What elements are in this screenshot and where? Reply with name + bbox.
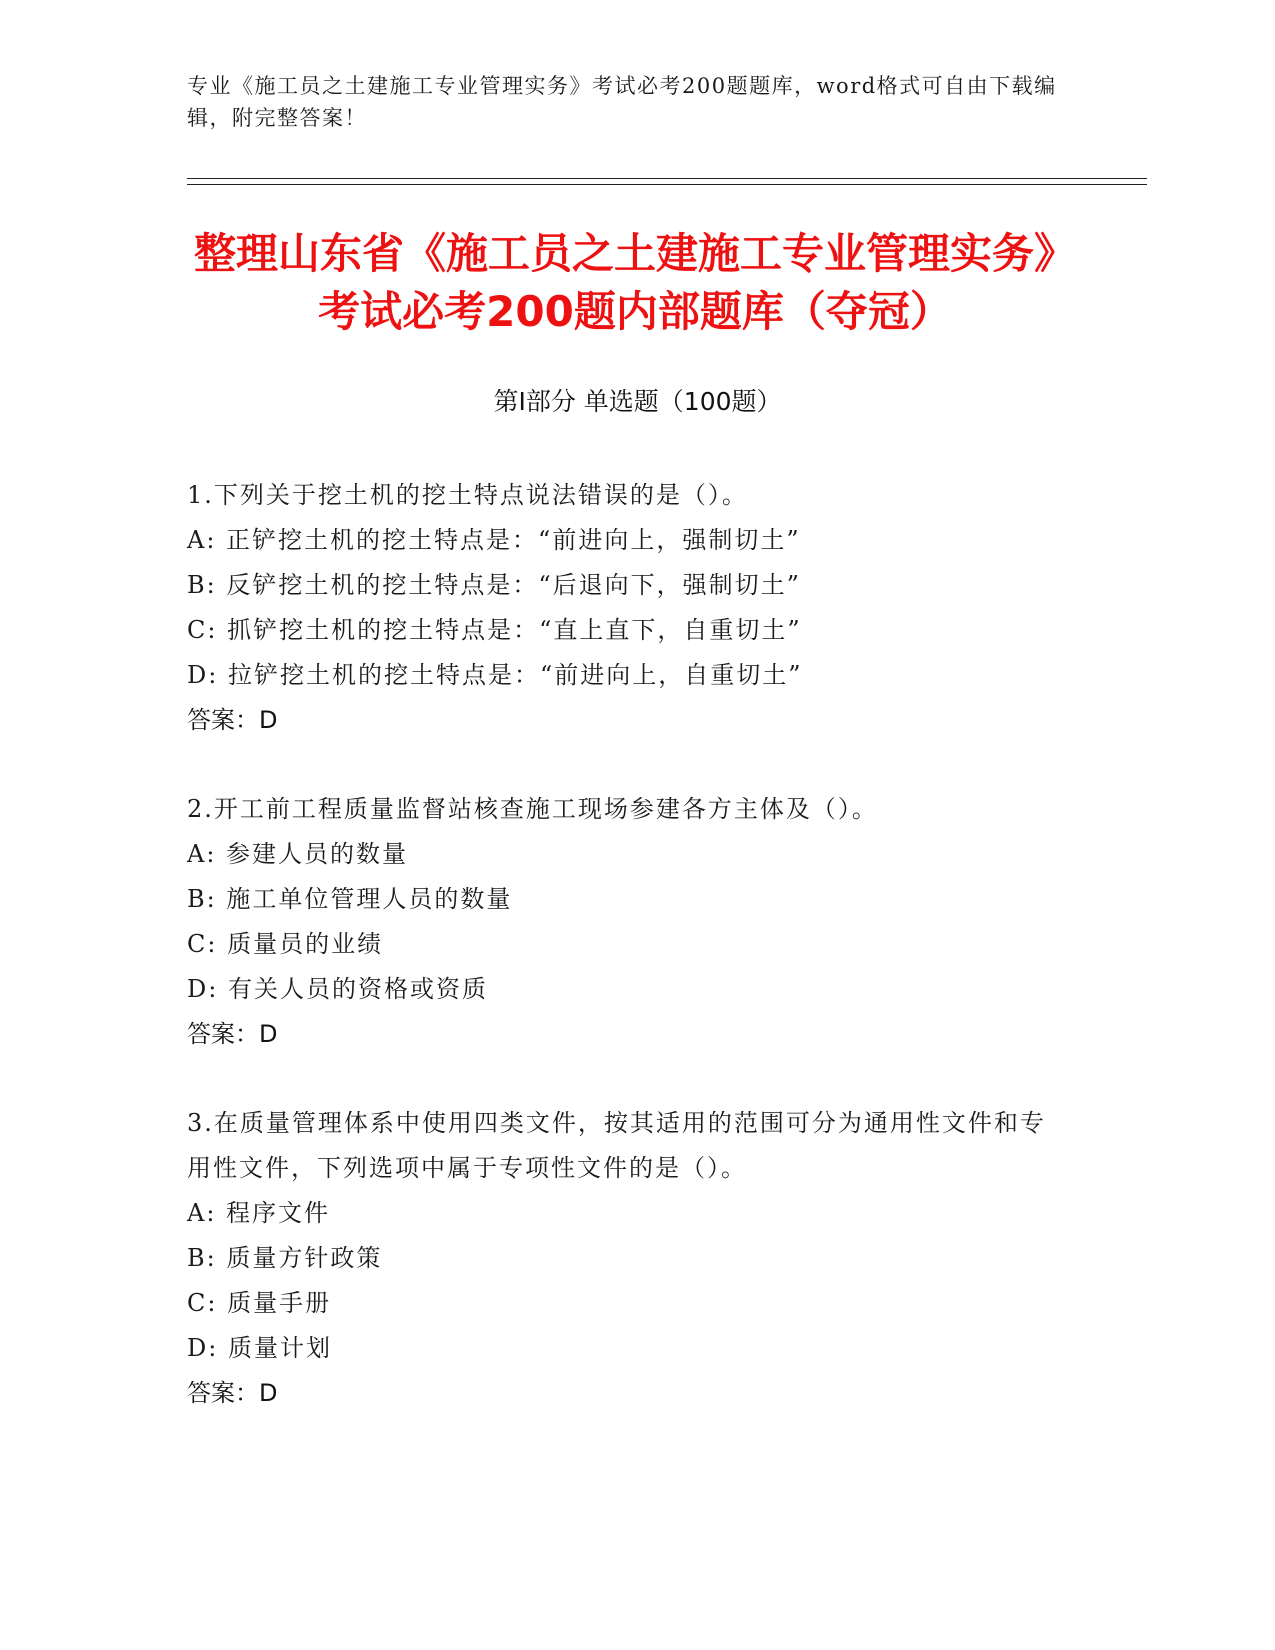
question-text: 2.开工前工程质量监督站核查施工现场参建各方主体及（）。 (187, 795, 878, 823)
answer-text: 答案：D (187, 706, 278, 734)
option-c: C: 质量员的业绩 (187, 930, 384, 958)
option-b: B: 施工单位管理人员的数量 (187, 885, 513, 913)
option-b: B: 反铲挖土机的挖土特点是：“后退向下，强制切土” (187, 571, 801, 599)
document-title: 整理山东省《施工员之土建施工专业管理实务》考试必考200题内部题库（夺冠） (193, 229, 1076, 336)
option-d: D: 拉铲挖土机的挖土特点是：“前进向上，自重切土” (187, 661, 803, 689)
header-divider-bottom (187, 184, 1147, 185)
option-a: A: 参建人员的数量 (187, 840, 409, 868)
option-d: D: 有关人员的资格或资质 (187, 975, 488, 1003)
header-divider-top (187, 178, 1147, 179)
option-a: A: 程序文件 (187, 1199, 331, 1227)
option-a: A: 正铲挖土机的挖土特点是：“前进向上，强制切土” (187, 526, 801, 554)
question-text: 1.下列关于挖土机的挖土特点说法错误的是（）。 (187, 481, 748, 509)
option-c: C: 质量手册 (187, 1289, 332, 1317)
answer-text: 答案：D (187, 1379, 278, 1407)
option-b: B: 质量方针政策 (187, 1244, 383, 1272)
question-item (187, 473, 1067, 743)
answer-text: 答案：D (187, 1020, 278, 1048)
question-item (187, 787, 1067, 1057)
question-item (187, 1101, 1067, 1416)
question-list (187, 473, 1067, 1460)
question-text: 3.在质量管理体系中使用四类文件，按其适用的范围可分为通用性文件和专用性文件，下列选项中属于专项性文件的是（）。 (187, 1109, 1046, 1182)
section-title: 第I部分 单选题（100题） (493, 387, 782, 416)
option-c: C: 抓铲挖土机的挖土特点是：“直上直下，自重切土” (187, 616, 802, 644)
option-d: D: 质量计划 (187, 1334, 332, 1362)
header-note: 专业《施工员之土建施工专业管理实务》考试必考200题题库，word格式可自由下载编辑，附完整答案！ (187, 74, 1057, 130)
